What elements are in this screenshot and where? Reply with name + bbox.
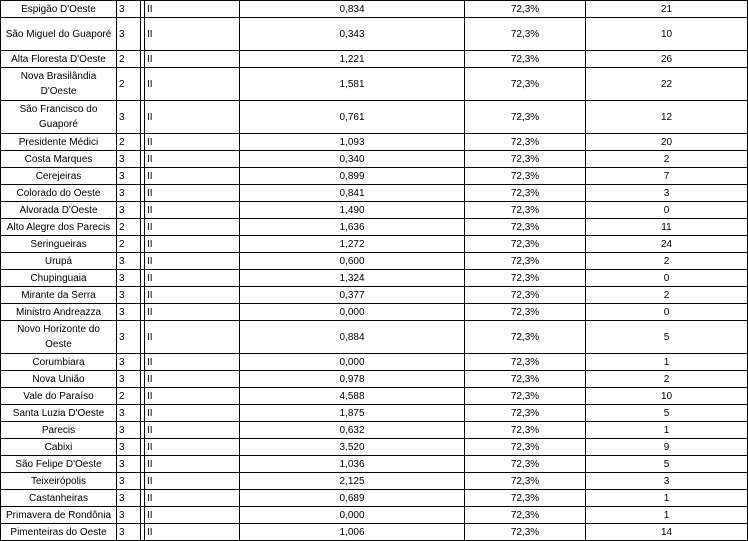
municipality-cell: Presidente Médici <box>1 134 117 151</box>
group-cell: II <box>145 524 240 541</box>
count-cell: 10 <box>586 388 748 405</box>
value-cell: 0,899 <box>240 168 465 185</box>
class-cell: 2 <box>117 236 141 253</box>
table-row <box>1 101 748 134</box>
municipality-cell: Alvorada D'Oeste <box>1 202 117 219</box>
count-cell: 5 <box>586 456 748 473</box>
value-cell: 1,324 <box>240 270 465 287</box>
count-cell: 21 <box>586 1 748 18</box>
table-row <box>1 439 748 456</box>
municipality-cell: Santa Luzia D'Oeste <box>1 405 117 422</box>
percentage-cell: 72,3% <box>465 388 586 405</box>
count-cell: 1 <box>586 490 748 507</box>
percentage-cell: 72,3% <box>465 219 586 236</box>
count-cell: 1 <box>586 354 748 371</box>
table-body <box>1 1 748 541</box>
class-cell: 3 <box>117 405 141 422</box>
group-cell: II <box>145 51 240 68</box>
count-cell: 11 <box>586 219 748 236</box>
value-cell: 0,000 <box>240 507 465 524</box>
municipality-cell: Teixeirópolis <box>1 473 117 490</box>
group-cell: II <box>145 151 240 168</box>
percentage-cell: 72,3% <box>465 524 586 541</box>
count-cell: 5 <box>586 405 748 422</box>
percentage-cell: 72,3% <box>465 354 586 371</box>
class-cell: 3 <box>117 253 141 270</box>
class-cell: 3 <box>117 202 141 219</box>
table-row <box>1 321 748 354</box>
table-row <box>1 422 748 439</box>
value-cell: 0,377 <box>240 287 465 304</box>
group-cell: II <box>145 68 240 101</box>
percentage-cell: 72,3% <box>465 287 586 304</box>
percentage-cell: 72,3% <box>465 456 586 473</box>
value-cell: 1,636 <box>240 219 465 236</box>
municipality-cell: Nova Brasilândia D'Oeste <box>1 68 117 101</box>
group-cell: II <box>145 134 240 151</box>
class-cell: 3 <box>117 524 141 541</box>
group-cell: II <box>145 388 240 405</box>
value-cell: 0,600 <box>240 253 465 270</box>
municipality-cell: Alta Floresta D'Oeste <box>1 51 117 68</box>
percentage-cell: 72,3% <box>465 439 586 456</box>
percentage-cell: 72,3% <box>465 18 586 51</box>
municipality-cell: Cerejeiras <box>1 168 117 185</box>
value-cell: 1,875 <box>240 405 465 422</box>
percentage-cell: 72,3% <box>465 473 586 490</box>
value-cell: 1,490 <box>240 202 465 219</box>
group-cell: II <box>145 371 240 388</box>
count-cell: 20 <box>586 134 748 151</box>
group-cell: II <box>145 101 240 134</box>
group-cell: II <box>145 439 240 456</box>
count-cell: 10 <box>586 18 748 51</box>
percentage-cell: 72,3% <box>465 371 586 388</box>
value-cell: 0,884 <box>240 321 465 354</box>
class-cell: 2 <box>117 51 141 68</box>
class-cell: 3 <box>117 371 141 388</box>
table-row <box>1 270 748 287</box>
class-cell: 3 <box>117 321 141 354</box>
value-cell: 0,000 <box>240 354 465 371</box>
class-cell: 3 <box>117 473 141 490</box>
class-cell: 2 <box>117 134 141 151</box>
class-cell: 3 <box>117 1 141 18</box>
percentage-cell: 72,3% <box>465 101 586 134</box>
group-cell: II <box>145 490 240 507</box>
table-row <box>1 18 748 51</box>
table-row <box>1 236 748 253</box>
municipality-cell: Castanheiras <box>1 490 117 507</box>
percentage-cell: 72,3% <box>465 253 586 270</box>
count-cell: 1 <box>586 422 748 439</box>
value-cell: 0,343 <box>240 18 465 51</box>
group-cell: II <box>145 405 240 422</box>
count-cell: 12 <box>586 101 748 134</box>
table-row <box>1 151 748 168</box>
group-cell: II <box>145 270 240 287</box>
class-cell: 3 <box>117 507 141 524</box>
table-row <box>1 253 748 270</box>
percentage-cell: 72,3% <box>465 151 586 168</box>
table-row <box>1 388 748 405</box>
count-cell: 2 <box>586 287 748 304</box>
table-row <box>1 168 748 185</box>
municipality-cell: Mirante da Serra <box>1 287 117 304</box>
table-row <box>1 405 748 422</box>
municipality-cell: São Francisco do Guaporé <box>1 101 117 134</box>
municipality-cell: Primavera de Rondônia <box>1 507 117 524</box>
municipality-cell: Pimenteiras do Oeste <box>1 524 117 541</box>
value-cell: 0,632 <box>240 422 465 439</box>
class-cell: 3 <box>117 490 141 507</box>
percentage-cell: 72,3% <box>465 202 586 219</box>
percentage-cell: 72,3% <box>465 68 586 101</box>
count-cell: 1 <box>586 507 748 524</box>
count-cell: 5 <box>586 321 748 354</box>
percentage-cell: 72,3% <box>465 51 586 68</box>
value-cell: 1,006 <box>240 524 465 541</box>
municipality-cell: São Miguel do Guaporé <box>1 18 117 51</box>
class-cell: 3 <box>117 439 141 456</box>
group-cell: II <box>145 422 240 439</box>
group-cell: II <box>145 1 240 18</box>
table-row <box>1 371 748 388</box>
class-cell: 3 <box>117 456 141 473</box>
value-cell: 0,978 <box>240 371 465 388</box>
value-cell: 1,221 <box>240 51 465 68</box>
table-row <box>1 524 748 541</box>
municipality-cell: Ministro Andreazza <box>1 304 117 321</box>
municipality-cell: Novo Horizonte do Oeste <box>1 321 117 354</box>
class-cell: 3 <box>117 18 141 51</box>
table-row <box>1 134 748 151</box>
municipality-cell: Espigão D'Oeste <box>1 1 117 18</box>
group-cell: II <box>145 202 240 219</box>
municipality-cell: Costa Marques <box>1 151 117 168</box>
value-cell: 0,841 <box>240 185 465 202</box>
table-row <box>1 490 748 507</box>
table-row <box>1 219 748 236</box>
percentage-cell: 72,3% <box>465 321 586 354</box>
count-cell: 0 <box>586 304 748 321</box>
percentage-cell: 72,3% <box>465 405 586 422</box>
table-row <box>1 456 748 473</box>
percentage-cell: 72,3% <box>465 507 586 524</box>
municipality-cell: Nova União <box>1 371 117 388</box>
municipality-cell: São Felipe D'Oeste <box>1 456 117 473</box>
count-cell: 9 <box>586 439 748 456</box>
value-cell: 2,125 <box>240 473 465 490</box>
group-cell: II <box>145 507 240 524</box>
value-cell: 0,340 <box>240 151 465 168</box>
municipality-cell: Seringueiras <box>1 236 117 253</box>
group-cell: II <box>145 168 240 185</box>
count-cell: 2 <box>586 253 748 270</box>
count-cell: 7 <box>586 168 748 185</box>
count-cell: 26 <box>586 51 748 68</box>
group-cell: II <box>145 253 240 270</box>
table-row <box>1 1 748 18</box>
value-cell: 3,520 <box>240 439 465 456</box>
class-cell: 2 <box>117 388 141 405</box>
count-cell: 0 <box>586 270 748 287</box>
class-cell: 3 <box>117 287 141 304</box>
group-cell: II <box>145 236 240 253</box>
value-cell: 1,093 <box>240 134 465 151</box>
class-cell: 3 <box>117 185 141 202</box>
table-row <box>1 507 748 524</box>
class-cell: 2 <box>117 219 141 236</box>
table-row <box>1 51 748 68</box>
value-cell: 4,588 <box>240 388 465 405</box>
class-cell: 3 <box>117 270 141 287</box>
class-cell: 3 <box>117 304 141 321</box>
table-row <box>1 473 748 490</box>
group-cell: II <box>145 287 240 304</box>
group-cell: II <box>145 456 240 473</box>
percentage-cell: 72,3% <box>465 134 586 151</box>
table-row <box>1 185 748 202</box>
municipality-cell: Chupinguaia <box>1 270 117 287</box>
percentage-cell: 72,3% <box>465 422 586 439</box>
percentage-cell: 72,3% <box>465 270 586 287</box>
class-cell: 3 <box>117 101 141 134</box>
group-cell: II <box>145 473 240 490</box>
table-row <box>1 304 748 321</box>
municipality-cell: Parecis <box>1 422 117 439</box>
value-cell: 1,581 <box>240 68 465 101</box>
percentage-cell: 72,3% <box>465 490 586 507</box>
class-cell: 3 <box>117 151 141 168</box>
municipality-cell: Corumbiara <box>1 354 117 371</box>
class-cell: 3 <box>117 168 141 185</box>
group-cell: II <box>145 354 240 371</box>
table-row <box>1 354 748 371</box>
group-cell: II <box>145 185 240 202</box>
count-cell: 0 <box>586 202 748 219</box>
percentage-cell: 72,3% <box>465 168 586 185</box>
percentage-cell: 72,3% <box>465 185 586 202</box>
count-cell: 24 <box>586 236 748 253</box>
value-cell: 1,036 <box>240 456 465 473</box>
count-cell: 14 <box>586 524 748 541</box>
municipality-cell: Vale do Paraíso <box>1 388 117 405</box>
municipality-cell: Colorado do Oeste <box>1 185 117 202</box>
value-cell: 0,689 <box>240 490 465 507</box>
value-cell: 0,761 <box>240 101 465 134</box>
table-row <box>1 68 748 101</box>
table-row <box>1 287 748 304</box>
count-cell: 22 <box>586 68 748 101</box>
municipality-cell: Urupá <box>1 253 117 270</box>
table-row <box>1 202 748 219</box>
group-cell: II <box>145 321 240 354</box>
group-cell: II <box>145 18 240 51</box>
group-cell: II <box>145 304 240 321</box>
count-cell: 3 <box>586 473 748 490</box>
group-cell: II <box>145 219 240 236</box>
count-cell: 3 <box>586 185 748 202</box>
value-cell: 0,000 <box>240 304 465 321</box>
municipality-cell: Cabixi <box>1 439 117 456</box>
count-cell: 2 <box>586 371 748 388</box>
value-cell: 0,834 <box>240 1 465 18</box>
class-cell: 3 <box>117 422 141 439</box>
percentage-cell: 72,3% <box>465 304 586 321</box>
value-cell: 1,272 <box>240 236 465 253</box>
count-cell: 2 <box>586 151 748 168</box>
class-cell: 3 <box>117 354 141 371</box>
percentage-cell: 72,3% <box>465 1 586 18</box>
municipality-cell: Alto Alegre dos Parecis <box>1 219 117 236</box>
percentage-cell: 72,3% <box>465 236 586 253</box>
class-cell: 2 <box>117 68 141 101</box>
